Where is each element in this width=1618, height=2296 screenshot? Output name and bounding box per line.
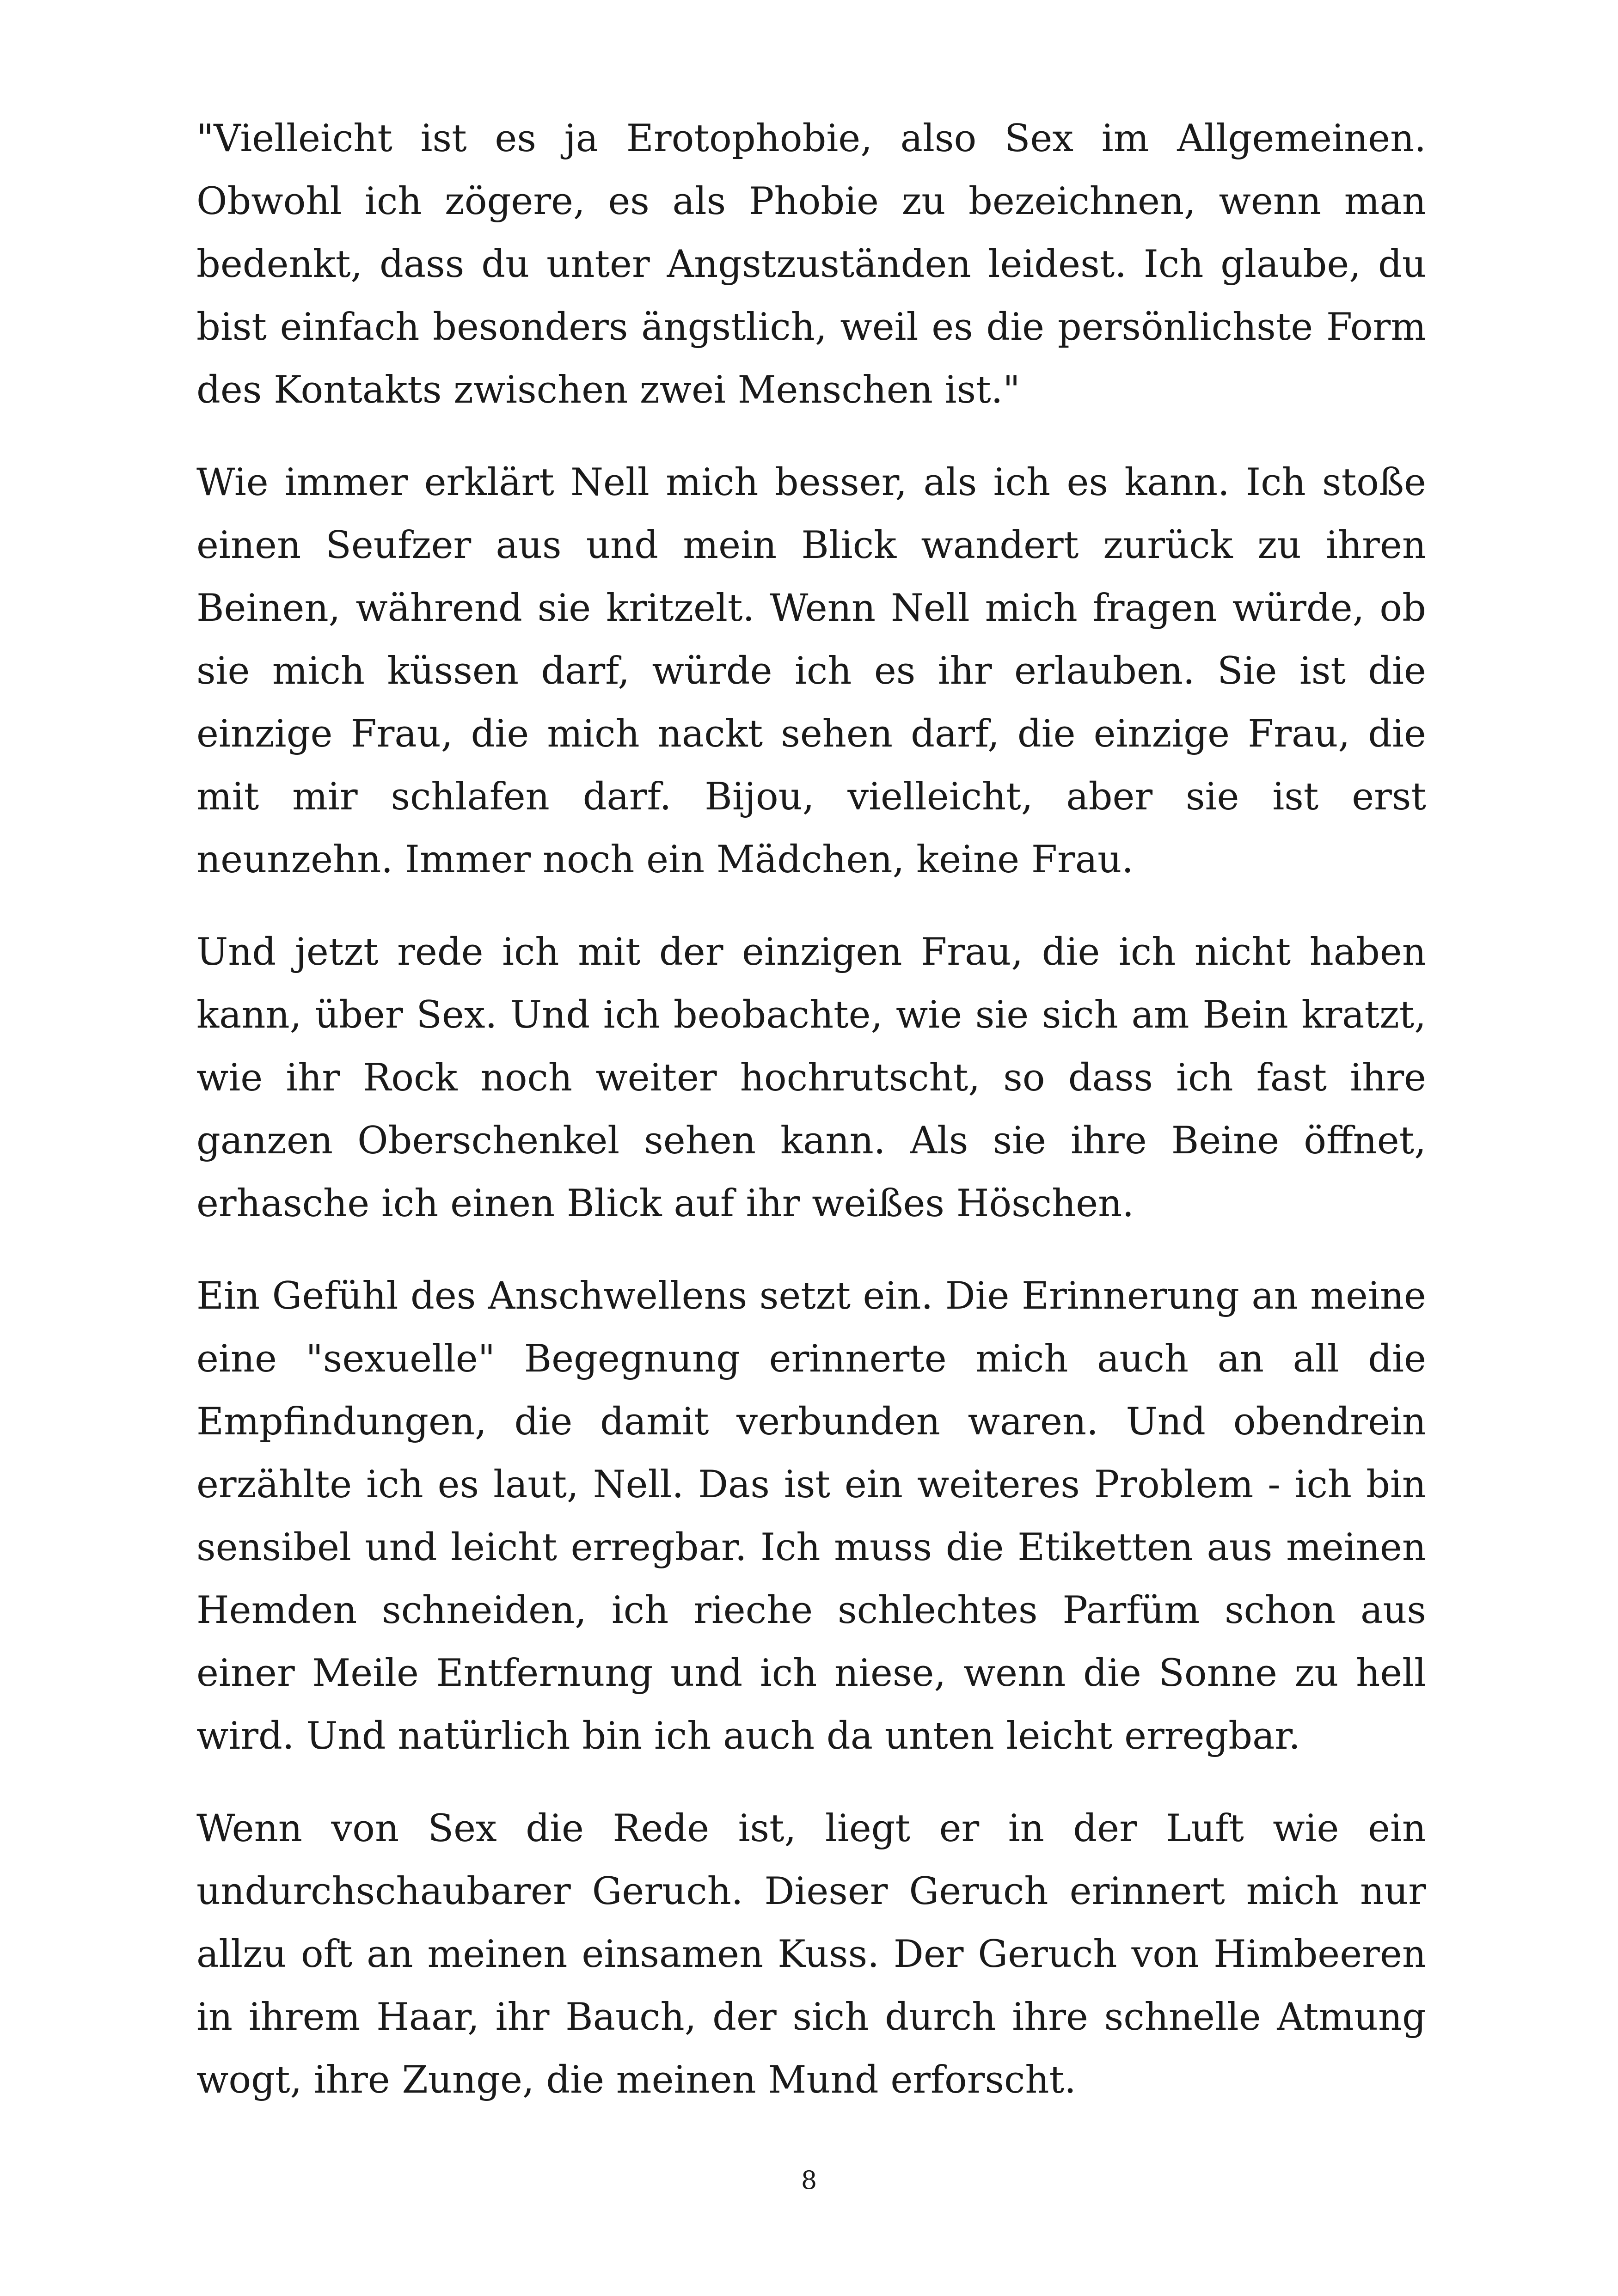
- paragraph-5: Wenn von Sex die Rede ist, liegt er in der Luft wie ein undurchschaubarer Geruch. Dieser Geruch erinnert mich nur allzu oft an meinen einsamen Kuss. Der Geruch von Himbeeren in ihrem Haar, ihr Bauch, der sich durch ihre schnelle Atmung wogt, ihre Zunge, die meinen Mund erforscht.: [196, 1807, 1426, 2102]
- body-text: [196, 107, 1426, 2141]
- paragraph-4: Ein Gefühl des Anschwellens setzt ein. Die Erinnerung an meine eine "sexuelle" Begegnung erinnerte mich auch an all die Empfindungen, die damit verbunden waren. Und obendrein erzählte ich es laut, Nell. Das ist ein weiteres Problem - ich bin sensibel und leicht erregbar. Ich muss die Etiketten aus meinen Hemden schneiden, ich rieche schlechtes Parfüm schon aus einer Meile Entfernung und ich niese, wenn die Sonne zu hell wird. Und natürlich bin ich auch da unten leicht erregbar.: [196, 1274, 1426, 1758]
- page-number: 8: [801, 2166, 817, 2195]
- paragraph-1: "Vielleicht ist es ja Erotophobie, also Sex im Allgemeinen. Obwohl ich zögere, es als Phobie zu bezeichnen, wenn man bedenkt, dass du unter Angstzuständen leidest. Ich glaube, du bist einfach besonders ängstlich, weil es die persönlichste Form des Kontakts zwischen zwei Menschen ist.": [196, 117, 1426, 412]
- paragraph-2: Wie immer erklärt Nell mich besser, als ich es kann. Ich stoße einen Seufzer aus und mein Blick wandert zurück zu ihren Beinen, während sie kritzelt. Wenn Nell mich fragen würde, ob sie mich küssen darf, würde ich es ihr erlauben. Sie ist die einzige Frau, die mich nackt sehen darf, die einzige Frau, die mit mir schlafen darf. Bijou, vielleicht, aber sie ist erst neunzehn. Immer noch ein Mädchen, keine Frau.: [196, 461, 1426, 882]
- paragraph-3: Und jetzt rede ich mit der einzigen Frau, die ich nicht haben kann, über Sex. Und ich beobachte, wie sie sich am Bein kratzt, wie ihr Rock noch weiter hochrutscht, so dass ich fast ihre ganzen Oberschenkel sehen kann. Als sie ihre Beine öffnet, erhasche ich einen Blick auf ihr weißes Höschen.: [196, 931, 1426, 1225]
